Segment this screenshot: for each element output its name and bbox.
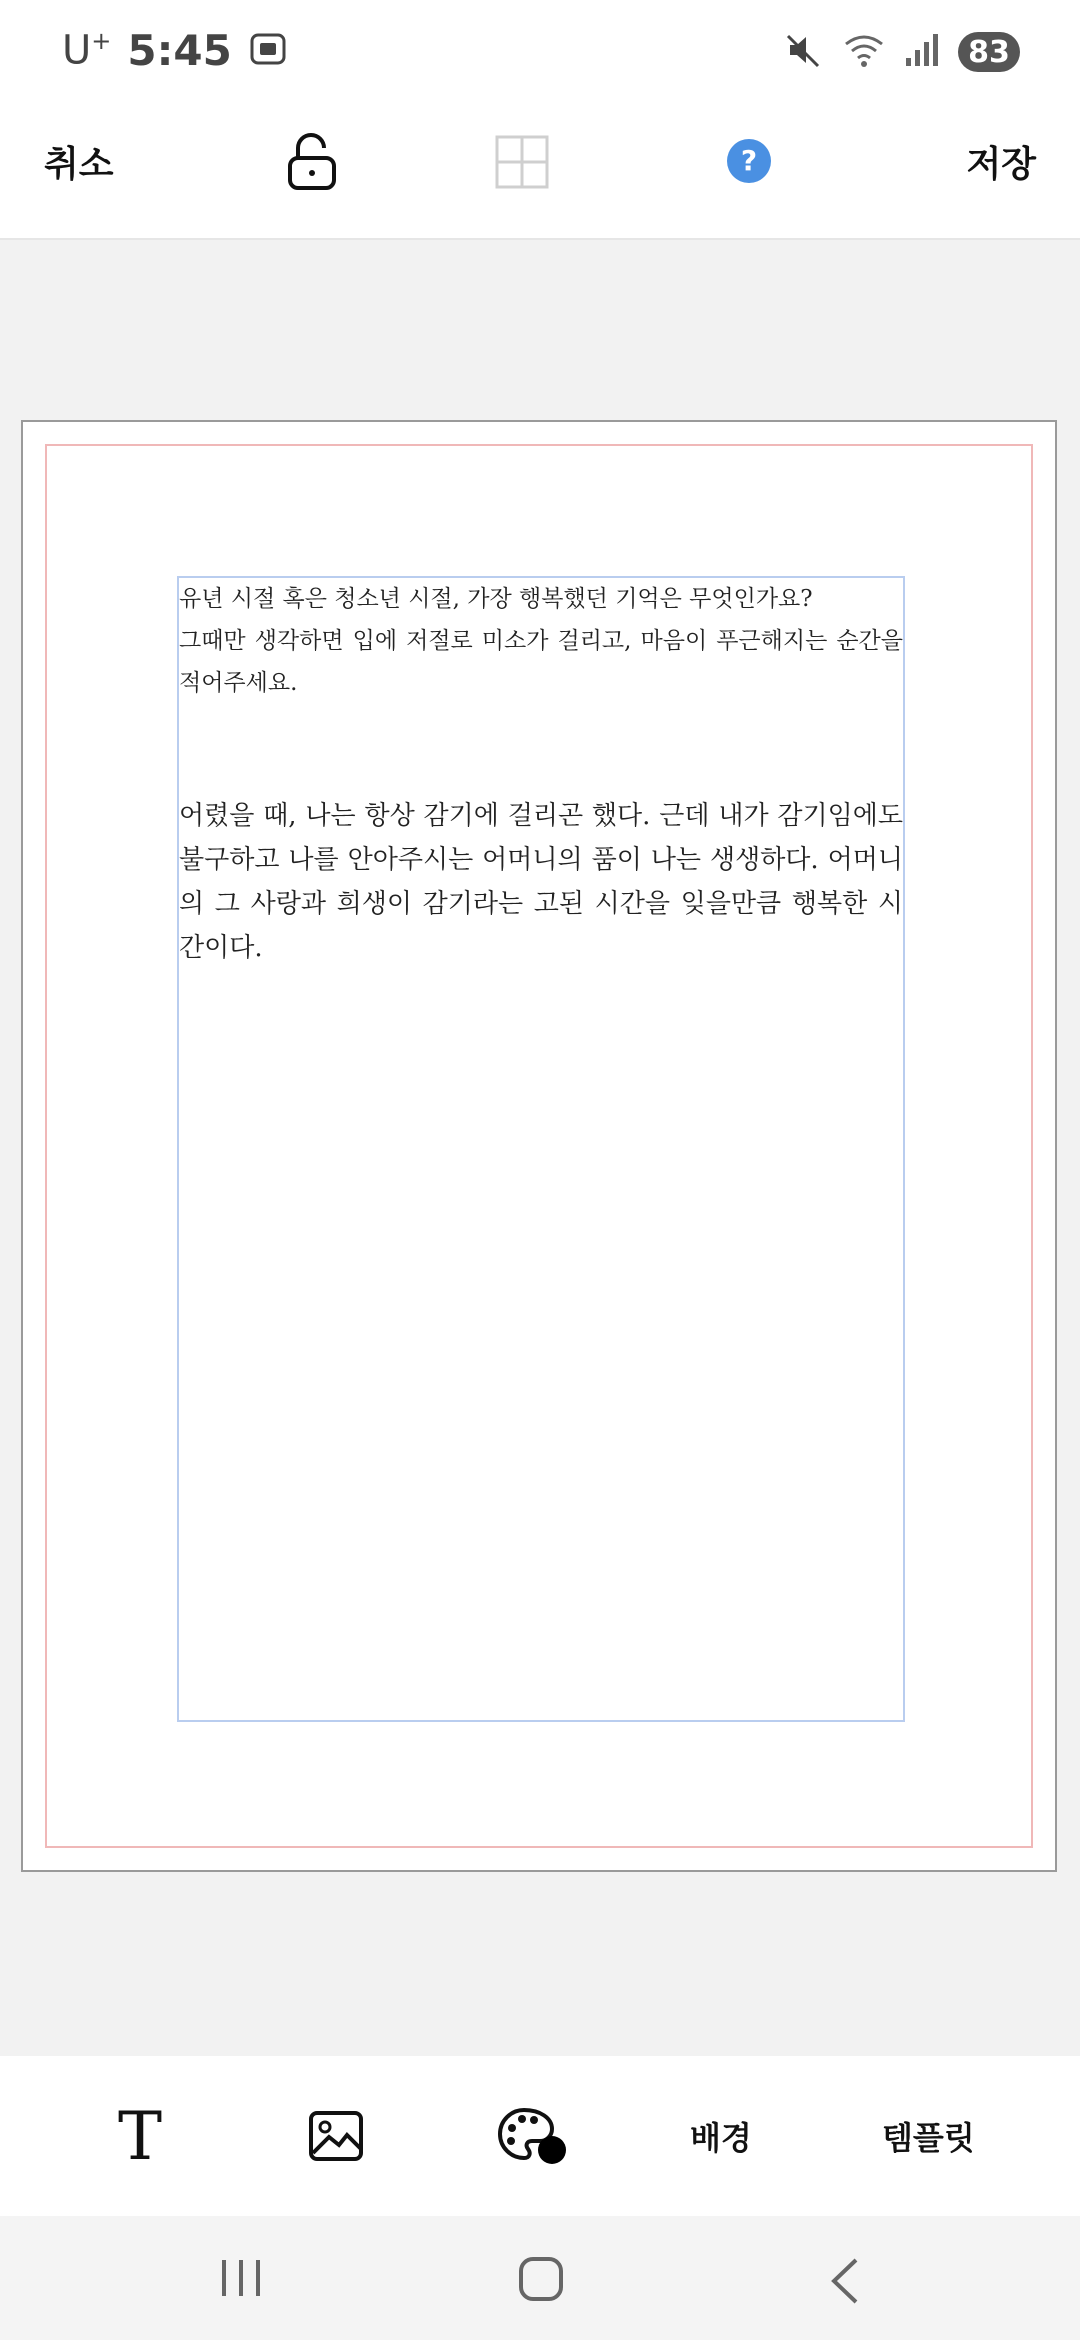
editor-top-bar (0, 100, 1080, 240)
page-canvas[interactable] (21, 420, 1057, 1872)
battery-indicator: 83 (958, 32, 1020, 72)
text-tool-button[interactable]: T (117, 2097, 163, 2175)
prompt-line-1: 유년 시절 혹은 청소년 시절, 가장 행복했던 기억은 무엇인가요? (179, 586, 813, 612)
svg-text:?: ? (740, 144, 758, 177)
recent-apps-icon[interactable] (218, 2256, 264, 2304)
prompt-line-2: 그때만 생각하면 입에 저절로 미소가 걸리고, 마음이 푸근해지는 순간을 적어주세요. (179, 628, 903, 696)
palette-icon[interactable] (492, 2056, 572, 2216)
signal-icon (904, 30, 940, 74)
template-button[interactable]: 템플릿 (882, 2119, 975, 2157)
home-icon[interactable] (518, 2256, 564, 2306)
back-icon[interactable] (826, 2256, 866, 2310)
save-button[interactable]: 저장 (966, 144, 1036, 185)
cancel-button[interactable]: 취소 (44, 144, 114, 185)
help-icon[interactable] (726, 138, 772, 188)
prompt-text (179, 578, 903, 704)
status-left (62, 26, 288, 75)
system-nav-bar (0, 2216, 1080, 2340)
bottom-toolbar (0, 2056, 1080, 2216)
status-bar (0, 0, 1080, 100)
wifi-icon (842, 30, 886, 74)
screenshot-icon (248, 29, 288, 73)
text-box[interactable] (177, 576, 905, 1722)
carrier-label: U+ (62, 27, 112, 74)
unlock-icon[interactable] (284, 132, 340, 196)
grid-icon[interactable] (495, 135, 549, 193)
clock: 5:45 (127, 26, 232, 75)
image-icon[interactable] (306, 2056, 366, 2216)
background-button[interactable]: 배경 (690, 2119, 752, 2157)
answer-text[interactable]: 어렸을 때, 나는 항상 감기에 걸리곤 했다. 근데 내가 감기임에도 불구하고 나를 안아주시는 어머니의 품이 나는 생생하다. 어머니의 그 사랑과 희생이 감기라는 고된 시간을 잊을만큼 행복한 시간이다. (179, 801, 903, 963)
mute-icon (784, 30, 824, 74)
status-right (784, 30, 1020, 74)
